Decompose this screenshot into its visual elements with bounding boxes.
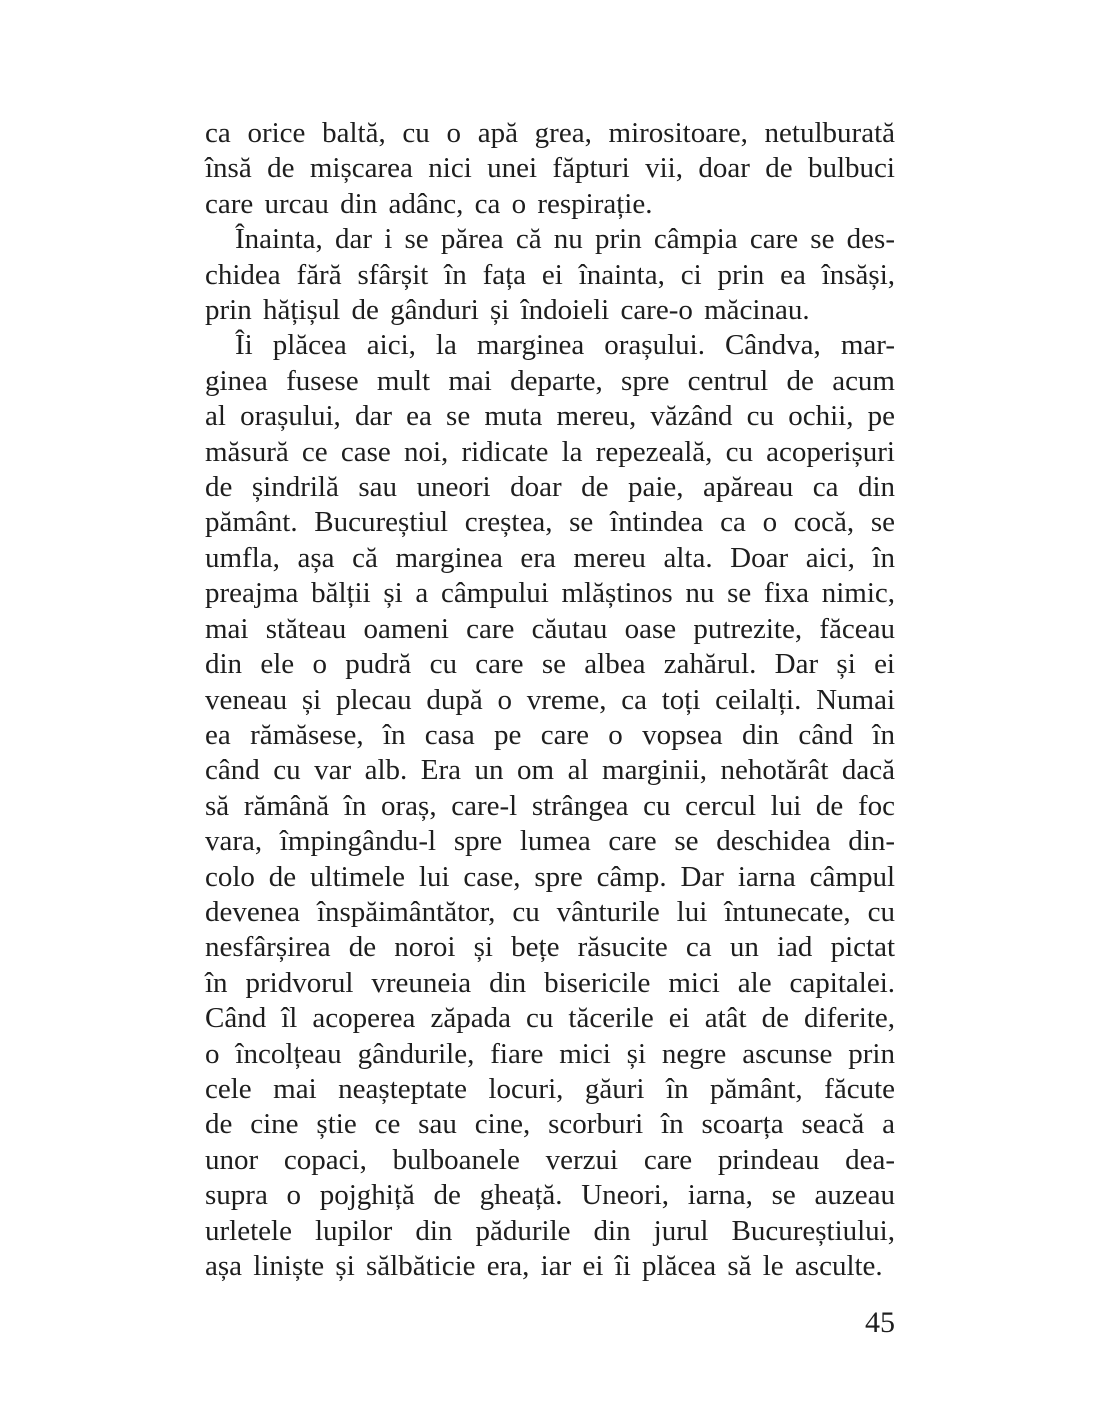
text-line: colo de ultimele lui case, spre câmp. Dar iarna câmpul [205, 860, 895, 893]
page-number: 45 [865, 1306, 895, 1339]
text-line: prin hățișul de gânduri și îndoieli care-o măcinau. [205, 294, 810, 327]
text-line: pământ. Bucureștiul creștea, se întindea ca o cocă, se [205, 506, 895, 539]
text-line: însă de mișcarea nici unei făpturi vii, doar de bulbuci [205, 152, 895, 185]
text-line: mai stăteau oameni care căutau oase putrezite, făceau [205, 612, 895, 645]
text-line: Când îl acoperea zăpada cu tăcerile ei atât de diferite, [205, 1002, 895, 1035]
text-line: de șindrilă sau uneori doar de paie, apăreau ca din [205, 471, 895, 504]
text-line: din ele o pudră cu care se albea zahărul. Dar și ei [205, 648, 895, 681]
text-line: ea rămăsese, în casa pe care o vopsea din când în [205, 718, 895, 751]
text-line: Îi plăcea aici, la marginea orașului. Cândva, mar- [235, 329, 895, 362]
text-line: în pridvorul vreuneia din bisericile mici ale capitalei. [205, 966, 895, 999]
text-line: când cu var alb. Era un om al marginii, nehotărât dacă [205, 754, 895, 787]
paragraph [205, 328, 895, 1284]
text-line: preajma bălții și a câmpului mlăștinos nu se fixa nimic, [205, 577, 895, 610]
text-line: urletele lupilor din pădurile din jurul Bucureștiului, [205, 1214, 895, 1247]
text-line: să rămână în oraș, care-l strângea cu cercul lui de foc [205, 789, 895, 822]
text-line: veneau și plecau după o vreme, ca toți ceilalți. Numai [205, 683, 895, 716]
text-line: cele mai neașteptate locuri, găuri în pământ, făcute [205, 1072, 895, 1105]
text-line: chidea fără sfârșit în fața ei înainta, ci prin ea însăși, [205, 258, 895, 291]
paragraph [205, 116, 895, 222]
text-line: devenea înspăimântător, cu vânturile lui întunecate, cu [205, 895, 895, 928]
text-line: supra o pojghiță de gheață. Uneori, iarna, se auzeau [205, 1179, 895, 1212]
paragraph [205, 222, 895, 328]
text-line: Înainta, dar i se părea că nu prin câmpia care se des- [235, 223, 895, 256]
text-line: unor copaci, bulboanele verzui care prindeau dea- [205, 1143, 895, 1176]
text-line: nesfârșirea de noroi și bețe răsucite ca un iad pictat [205, 931, 895, 964]
text-line: care urcau din adânc, ca o respirație. [205, 187, 653, 220]
text-line: ginea fusese mult mai departe, spre centrul de acum [205, 364, 895, 397]
text-line: așa liniște și sălbăticie era, iar ei îi plăcea să le asculte. [205, 1250, 883, 1282]
text-line: al orașului, dar ea se muta mereu, văzând cu ochii, pe [205, 400, 895, 433]
text-line: de cine știe ce sau cine, scorburi în scoarța seacă a [205, 1108, 895, 1141]
text-line: măsură ce case noi, ridicate la repezeală, cu acoperișuri [205, 435, 895, 468]
text-line: vara, împingându-l spre lumea care se deschidea din- [205, 825, 895, 858]
text-line: o încolțeau gândurile, fiare mici și negre ascunse prin [205, 1037, 895, 1070]
text-line: umfla, așa că marginea era mereu alta. Doar aici, în [205, 541, 895, 574]
text-line: ca orice baltă, cu o apă grea, mirositoare, netulburată [205, 117, 895, 149]
body-text [205, 116, 895, 1284]
